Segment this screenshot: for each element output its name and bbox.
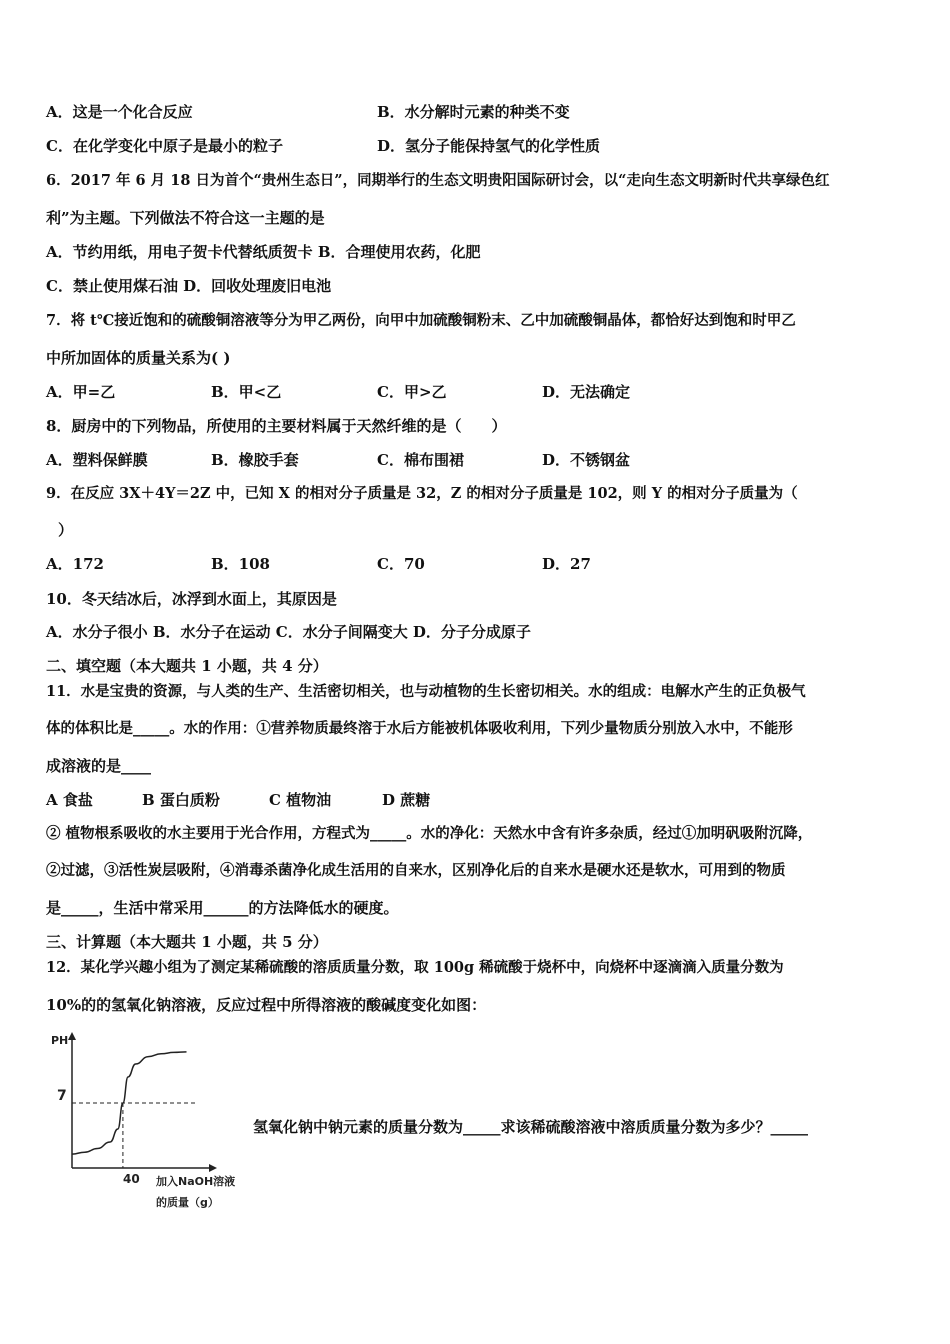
q9-option-d: D．27 [542, 555, 591, 573]
q6-stem-line1: 6．2017 年 6 月 18 日为首个“贵州生态日”，同期举行的生态文明贵阳国际研讨会，以“走向生态文明新时代共享绿色红 [46, 172, 830, 189]
x-axis-arrow [209, 1164, 217, 1172]
q8-option-b: B．橡胶手套 [211, 451, 299, 469]
q12-question: 氢氧化钠中钠元素的质量分数为_____求该稀硫酸溶液中溶质质量分数为多少？_____ [253, 1118, 809, 1136]
q11-line2: 体的体积比是_____。水的作用：①营养物质最终溶于水后方能被机体吸收利用，下列少量物质分别放入水中，不能形 [46, 720, 793, 737]
q9-option-c: C．70 [377, 555, 425, 573]
q12-line1: 12．某化学兴趣小组为了测定某稀硫酸的溶质质量分数，取 100g 稀硫酸于烧杯中，向烧杯中逐滴滴入质量分数为 [46, 959, 784, 976]
q7-option-c: C．甲>乙 [377, 383, 447, 401]
q7-option-b: B．甲<乙 [211, 383, 282, 401]
y-tick-label: 7 [57, 1088, 67, 1104]
q11-option-a: A 食盐 [46, 791, 93, 809]
q5-option-d: D．氢分子能保持氢气的化学性质 [377, 137, 601, 155]
section-3-title: 三、计算题（本大题共 1 小题，共 5 分） [46, 933, 328, 951]
q9-stem-line1: 9．在反应 3X＋4Y＝2Z 中，已知 X 的相对分子质量是 32，Z 的相对分子质量是 102，则 Y 的相对分子质量为（ [46, 485, 798, 502]
q7-stem-line1: 7．将 t℃接近饱和的硫酸铜溶液等分为甲乙两份，向甲中加硫酸铜粉末、乙中加硫酸铜晶体，都恰好达到饱和时甲乙 [46, 312, 796, 329]
q9-stem-line2: ） [58, 521, 74, 539]
ph-titration-chart [40, 1028, 260, 1218]
y-axis-arrow [68, 1032, 76, 1040]
q7-option-a: A．甲=乙 [46, 383, 116, 401]
section-2-title: 二、填空题（本大题共 1 小题，共 4 分） [46, 657, 328, 675]
q8-option-d: D．不锈钢盆 [542, 451, 631, 469]
q11-line3: 成溶液的是____ [46, 757, 152, 775]
x-tick-label: 40 [123, 1172, 140, 1186]
q6-stem-line2: 利”为主题。下列做法不符合这一主题的是 [46, 209, 325, 227]
q9-option-a: A．172 [46, 555, 104, 573]
q6-options-line2: C．禁止使用煤石油 D．回收处理废旧电池 [46, 277, 332, 295]
x-axis-label-line1: 加入NaOH溶液 [156, 1175, 236, 1188]
q7-option-d: D．无法确定 [542, 383, 631, 401]
y-axis-label: PH [51, 1034, 69, 1047]
q6-options-line1: A．节约用纸，用电子贺卡代替纸质贺卡 B．合理使用农药，化肥 [46, 243, 481, 261]
q11-line6: 是_____，生活中常采用______的方法降低水的硬度。 [46, 899, 399, 917]
q8-option-c: C．棉布围裙 [377, 451, 464, 469]
q7-stem-line2: 中所加固体的质量关系为( ) [46, 349, 231, 367]
q5-option-b: B．水分解时元素的种类不变 [377, 103, 570, 121]
q12-line2: 10%的的氢氧化钠溶液，反应过程中所得溶液的酸碱度变化如图： [46, 996, 487, 1014]
q8-stem: 8．厨房中的下列物品，所使用的主要材料属于天然纤维的是（ ） [46, 417, 507, 435]
q11-option-c: C 植物油 [269, 791, 332, 809]
q11-option-d: D 蔗糖 [382, 791, 431, 809]
q11-line1: 11．水是宝贵的资源，与人类的生产、生活密切相关，也与动植物的生长密切相关。水的组成：电解水产生的正负极气 [46, 683, 806, 700]
q9-option-b: B．108 [211, 555, 270, 573]
q5-option-a: A．这是一个化合反应 [46, 103, 193, 121]
q11-option-b: B 蛋白质粉 [142, 791, 220, 809]
q5-option-c: C．在化学变化中原子是最小的粒子 [46, 137, 283, 155]
x-axis-label-line2: 的质量（g） [156, 1196, 219, 1209]
q8-option-a: A．塑料保鲜膜 [46, 451, 148, 469]
q10-options: A．水分子很小 B．水分子在运动 C．水分子间隔变大 D．分子分成原子 [46, 623, 531, 641]
q10-stem: 10．冬天结冰后，冰浮到水面上，其原因是 [46, 590, 337, 608]
q11-line5: ②过滤，③活性炭层吸附，④消毒杀菌净化成生活用的自来水，区别净化后的自来水是硬水还是软水，可用到的物质 [46, 862, 786, 879]
q11-line4: ② 植物根系吸收的水主要用于光合作用，方程式为_____。水的净化：天然水中含有许多杂质，经过①加明矾吸附沉降， [46, 825, 813, 842]
